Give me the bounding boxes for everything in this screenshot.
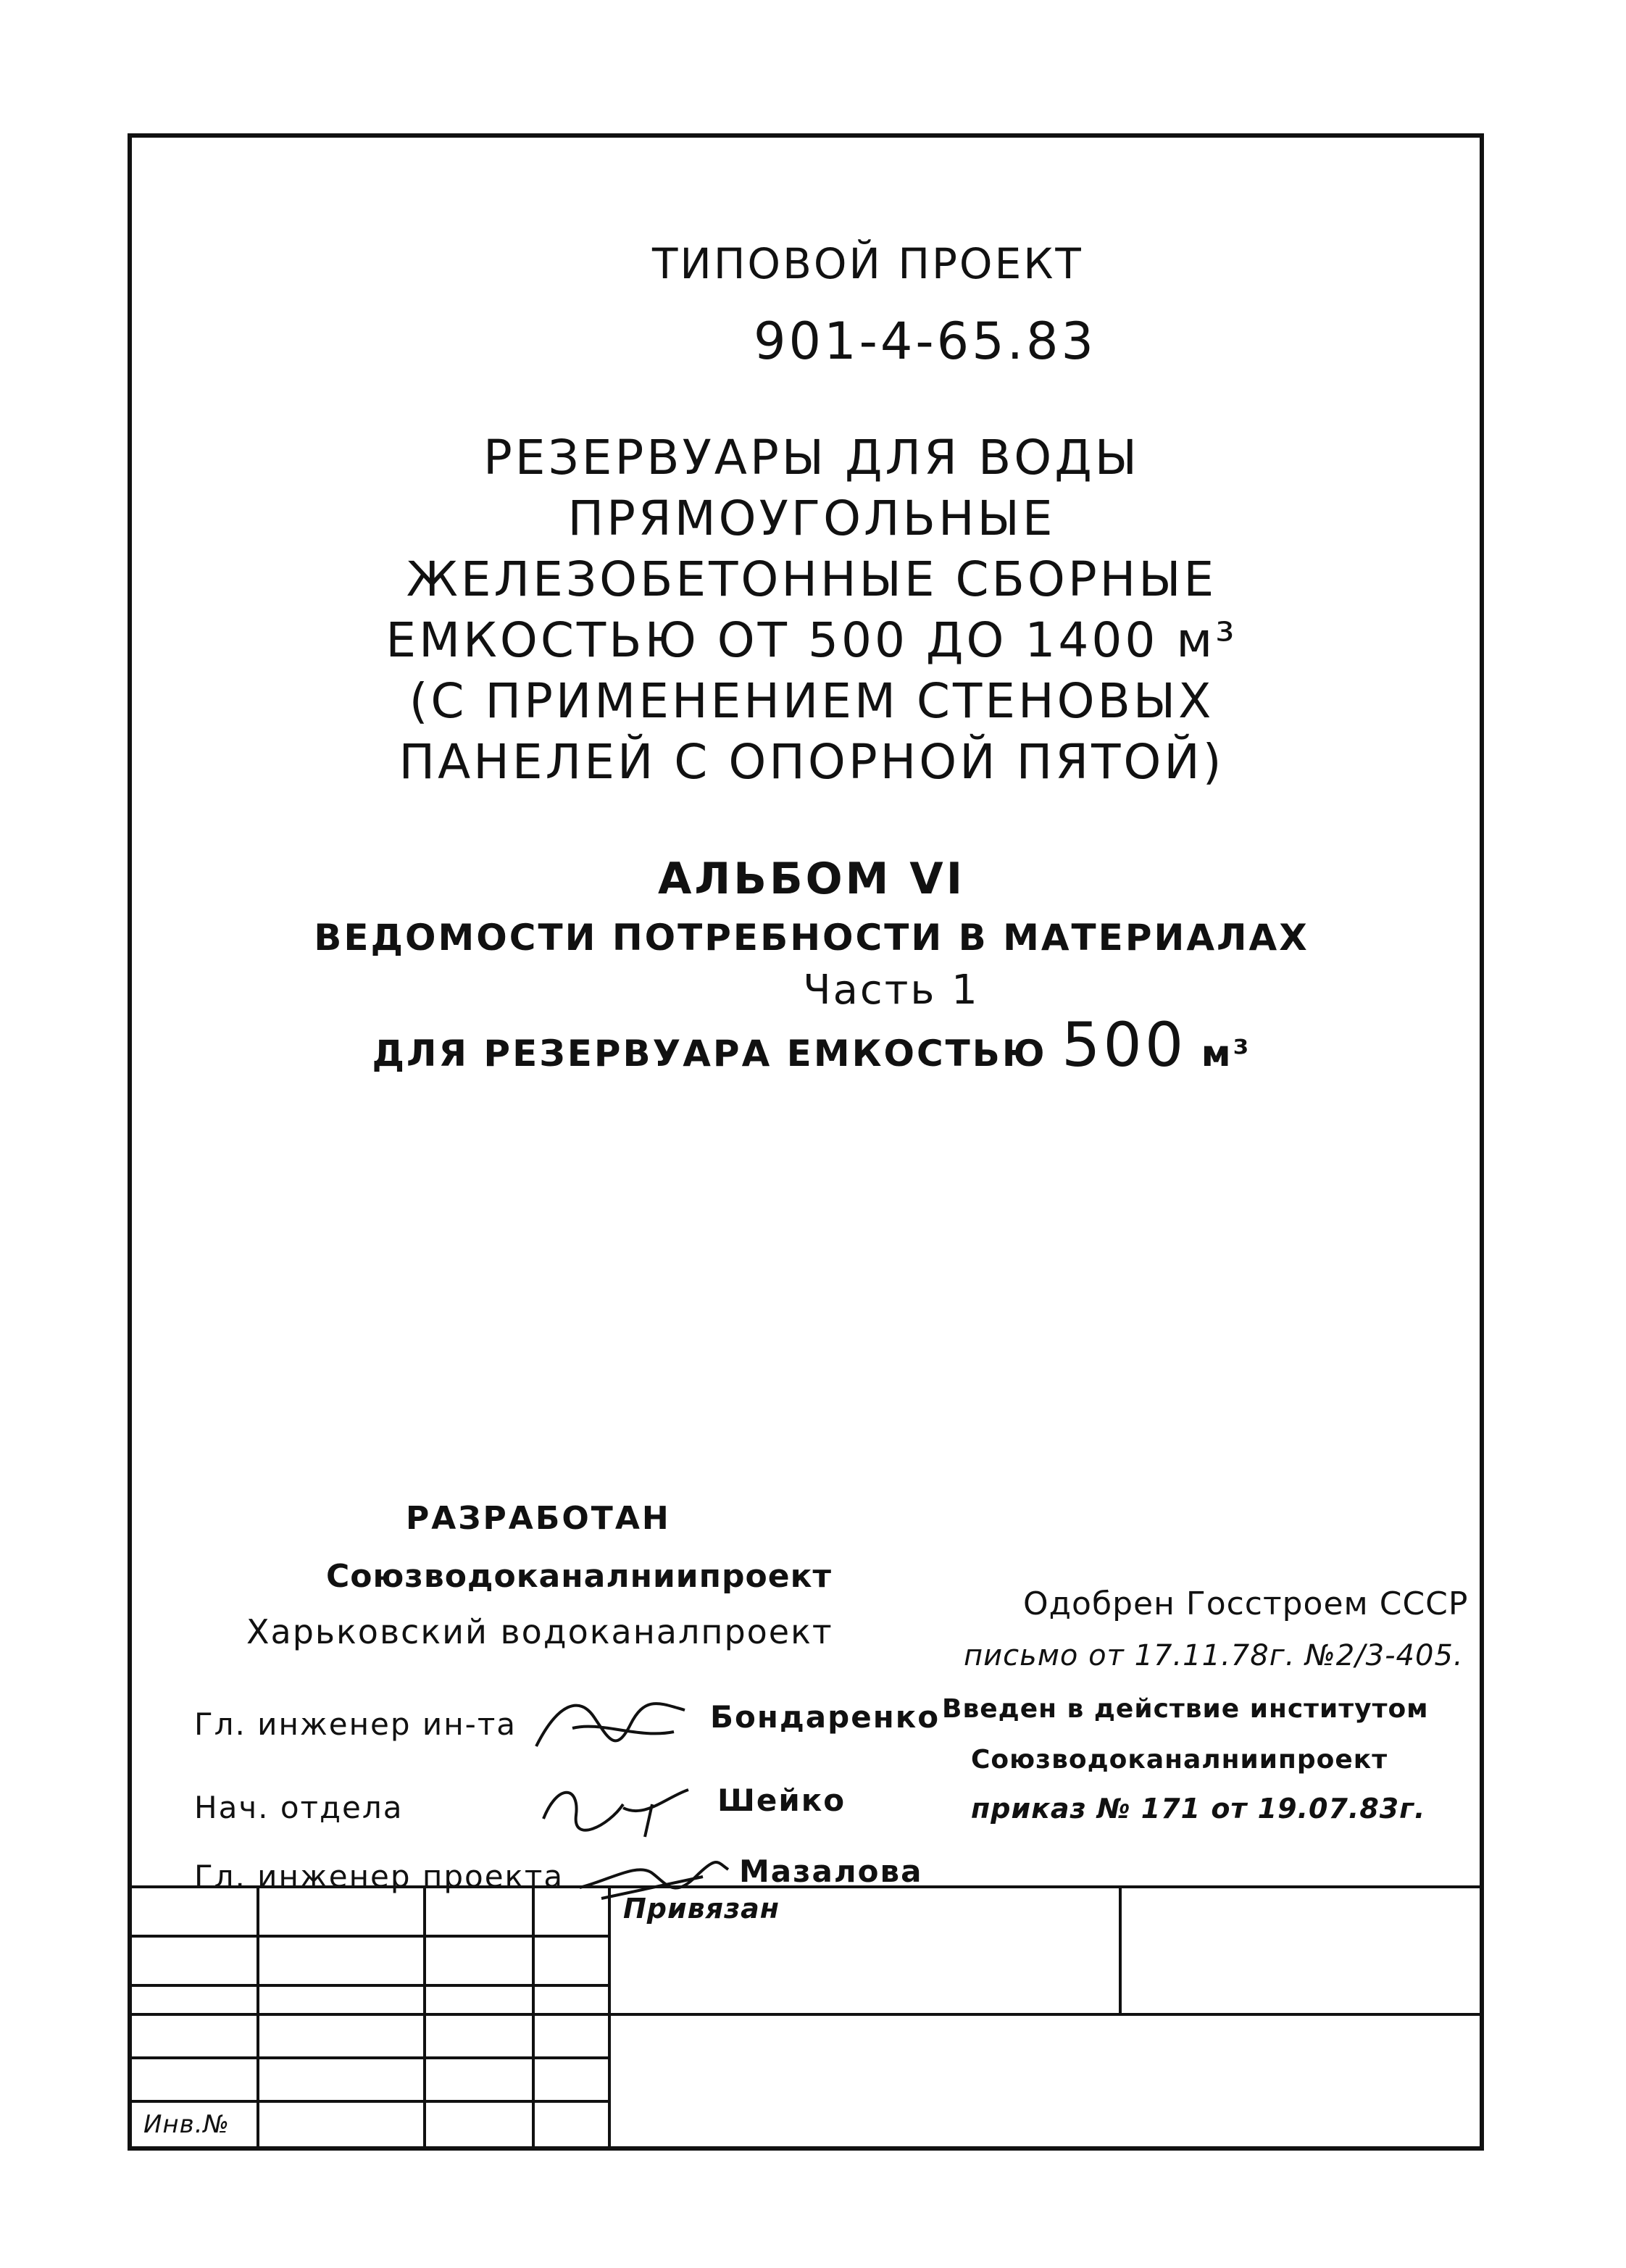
title-line: РЕЗЕРВУАРЫ ДЛЯ ВОДЫ bbox=[483, 430, 1141, 485]
title-line: (С ПРИМЕНЕНИЕМ СТЕНОВЫХ bbox=[409, 673, 1214, 729]
signatory-role: Нач. отдела bbox=[194, 1790, 404, 1825]
inventory-number-label: Инв.№ bbox=[143, 2110, 230, 2139]
developer-org-primary: Союзводоканалниипроект bbox=[326, 1558, 832, 1595]
title-line: ПРЯМОУГОЛЬНЫЕ bbox=[567, 491, 1056, 546]
capacity-unit: м³ bbox=[1201, 1033, 1251, 1075]
document-title bbox=[145, 428, 1478, 793]
title-line: ЖЕЛЕЗОБЕТОННЫЕ СБОРНЫЕ bbox=[406, 551, 1217, 607]
handwritten-signature bbox=[529, 1688, 696, 1768]
approval-line: письмо от 17.11.78г. №2/3-405. bbox=[964, 1639, 1464, 1672]
signatory-role: Гл. инженер ин-та bbox=[194, 1706, 517, 1742]
stamp-grid bbox=[128, 1884, 1484, 2151]
signatory-name: Мазалова bbox=[739, 1854, 923, 1889]
project-number: 901-4-65.83 bbox=[754, 312, 1097, 371]
attached-label: Привязан bbox=[623, 1893, 780, 1925]
title-line: ЕМКОСТЬЮ ОТ 500 ДО 1400 м³ bbox=[385, 612, 1238, 668]
capacity-prefix: ДЛЯ РЕЗЕРВУАРА ЕМКОСТЬЮ bbox=[372, 1033, 1047, 1075]
signatory-name: Шейко bbox=[717, 1783, 846, 1818]
album-subject: ВЕДОМОСТИ ПОТРЕБНОСТИ В МАТЕРИАЛАХ bbox=[314, 917, 1309, 959]
approval-line: Союзводоканалниипроект bbox=[971, 1745, 1388, 1775]
signatory-name: Бондаренко bbox=[710, 1699, 941, 1735]
approval-line: приказ № 171 от 19.07.83г. bbox=[971, 1793, 1426, 1825]
album-capacity-line bbox=[145, 1009, 1478, 1083]
handwritten-signature bbox=[536, 1775, 696, 1840]
approval-line: Введен в действие институтом bbox=[942, 1694, 1429, 1724]
signatory-role: Гл. инженер проекта bbox=[194, 1859, 564, 1894]
album-part: Часть 1 bbox=[803, 967, 980, 1014]
title-line: ПАНЕЛЕЙ С ОПОРНОЙ ПЯТОЙ) bbox=[399, 734, 1225, 790]
project-series: ТИПОВОЙ ПРОЕКТ bbox=[652, 239, 1083, 288]
album-section bbox=[145, 848, 1478, 1083]
stamp-grid-lines bbox=[128, 1884, 1484, 2151]
developer-org-secondary: Харьковский водоканалпроект bbox=[246, 1612, 833, 1651]
approval-line: Одобрен Госстроем СССР bbox=[1023, 1585, 1469, 1622]
developer-heading: РАЗРАБОТАН bbox=[406, 1500, 671, 1537]
capacity-value: 500 bbox=[1061, 1009, 1187, 1080]
album-label: АЛЬБОМ VI bbox=[657, 854, 966, 904]
